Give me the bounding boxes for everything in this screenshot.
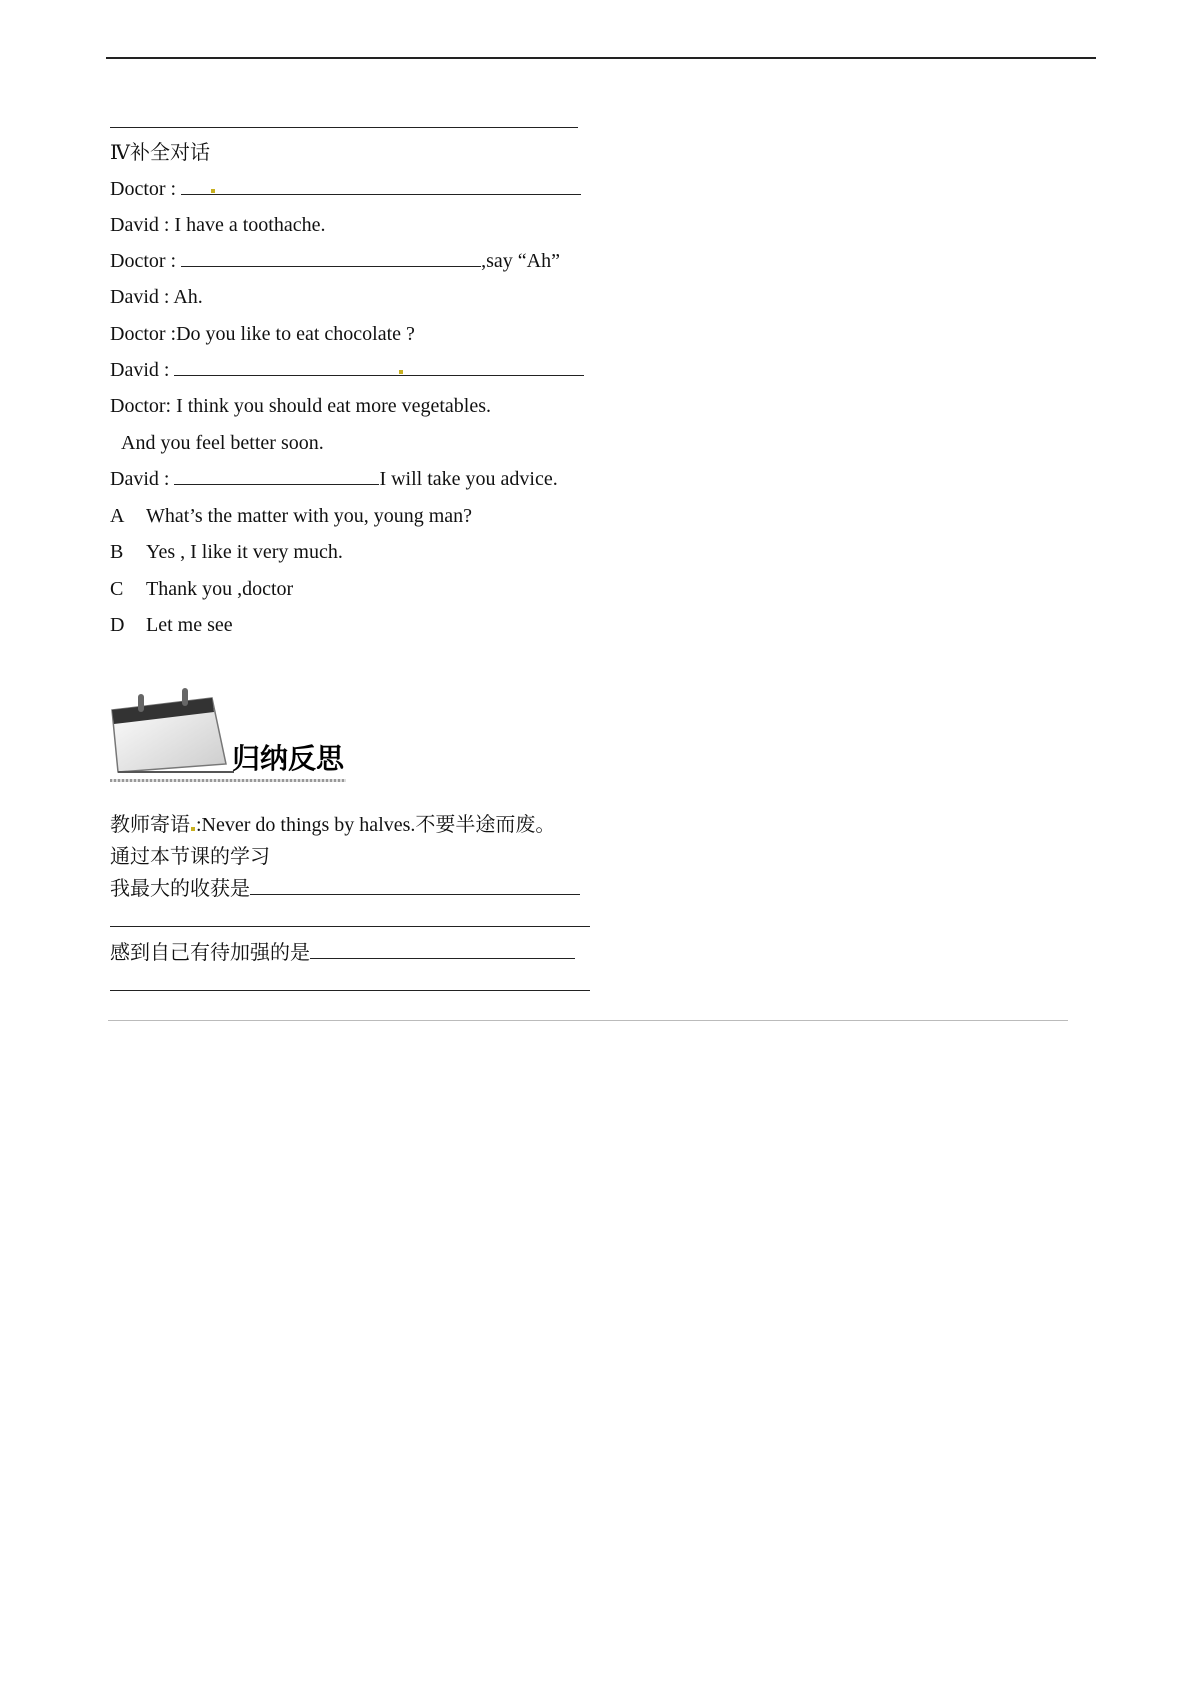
answer-blank-line [110, 127, 578, 128]
option-a: A What’s the matter with you, young man? [110, 505, 473, 527]
reflection-title: 归纳反思 [232, 742, 345, 775]
improve-line: 感到自己有待加强的是 [110, 940, 575, 966]
improve-blank-2[interactable] [110, 972, 590, 991]
gain-blank[interactable] [250, 876, 580, 895]
improve-blank[interactable] [310, 940, 575, 959]
gain-line: 我最大的收获是 [110, 876, 580, 902]
calendar-icon [108, 686, 234, 778]
footer-rule [108, 1020, 1068, 1021]
gain-line-2 [110, 908, 590, 934]
reflection-intro: 通过本节课的学习 [110, 846, 270, 868]
improve-line-2 [110, 972, 590, 998]
section-heading: Ⅳ补全对话 [110, 142, 210, 164]
option-d: D Let me see [110, 614, 233, 636]
title-underline [110, 779, 346, 782]
gain-blank-2[interactable] [110, 908, 590, 927]
dialogue-blank-1[interactable] [181, 176, 581, 195]
header-rule [106, 57, 1096, 59]
dialogue-line-7: Doctor: I think you should eat more vegetables. [110, 395, 492, 417]
dialogue-line-4: David : Ah. [110, 286, 203, 308]
dialogue-line-3: Doctor : ,say “Ah” [110, 250, 560, 272]
dialogue-line-1: Doctor : [110, 176, 581, 202]
option-c: C Thank you ,doctor [110, 578, 294, 600]
option-b: B Yes , I like it very much. [110, 541, 343, 563]
teacher-words: 教师寄语 :Never do things by halves.不要半途而废。 [110, 814, 556, 836]
dialogue-line-6: David : [110, 357, 584, 383]
dialogue-line-2: David : I have a toothache. [110, 214, 326, 236]
dialogue-blank-4[interactable] [174, 466, 379, 485]
dialogue-blank-3[interactable] [174, 357, 584, 376]
dialogue-line-5: Doctor :Do you like to eat chocolate ? [110, 323, 415, 345]
dialogue-line-9: David : I will take you advice. [110, 468, 558, 490]
dialogue-blank-2[interactable] [181, 248, 481, 267]
dialogue-line-8: And you feel better soon. [121, 432, 324, 454]
